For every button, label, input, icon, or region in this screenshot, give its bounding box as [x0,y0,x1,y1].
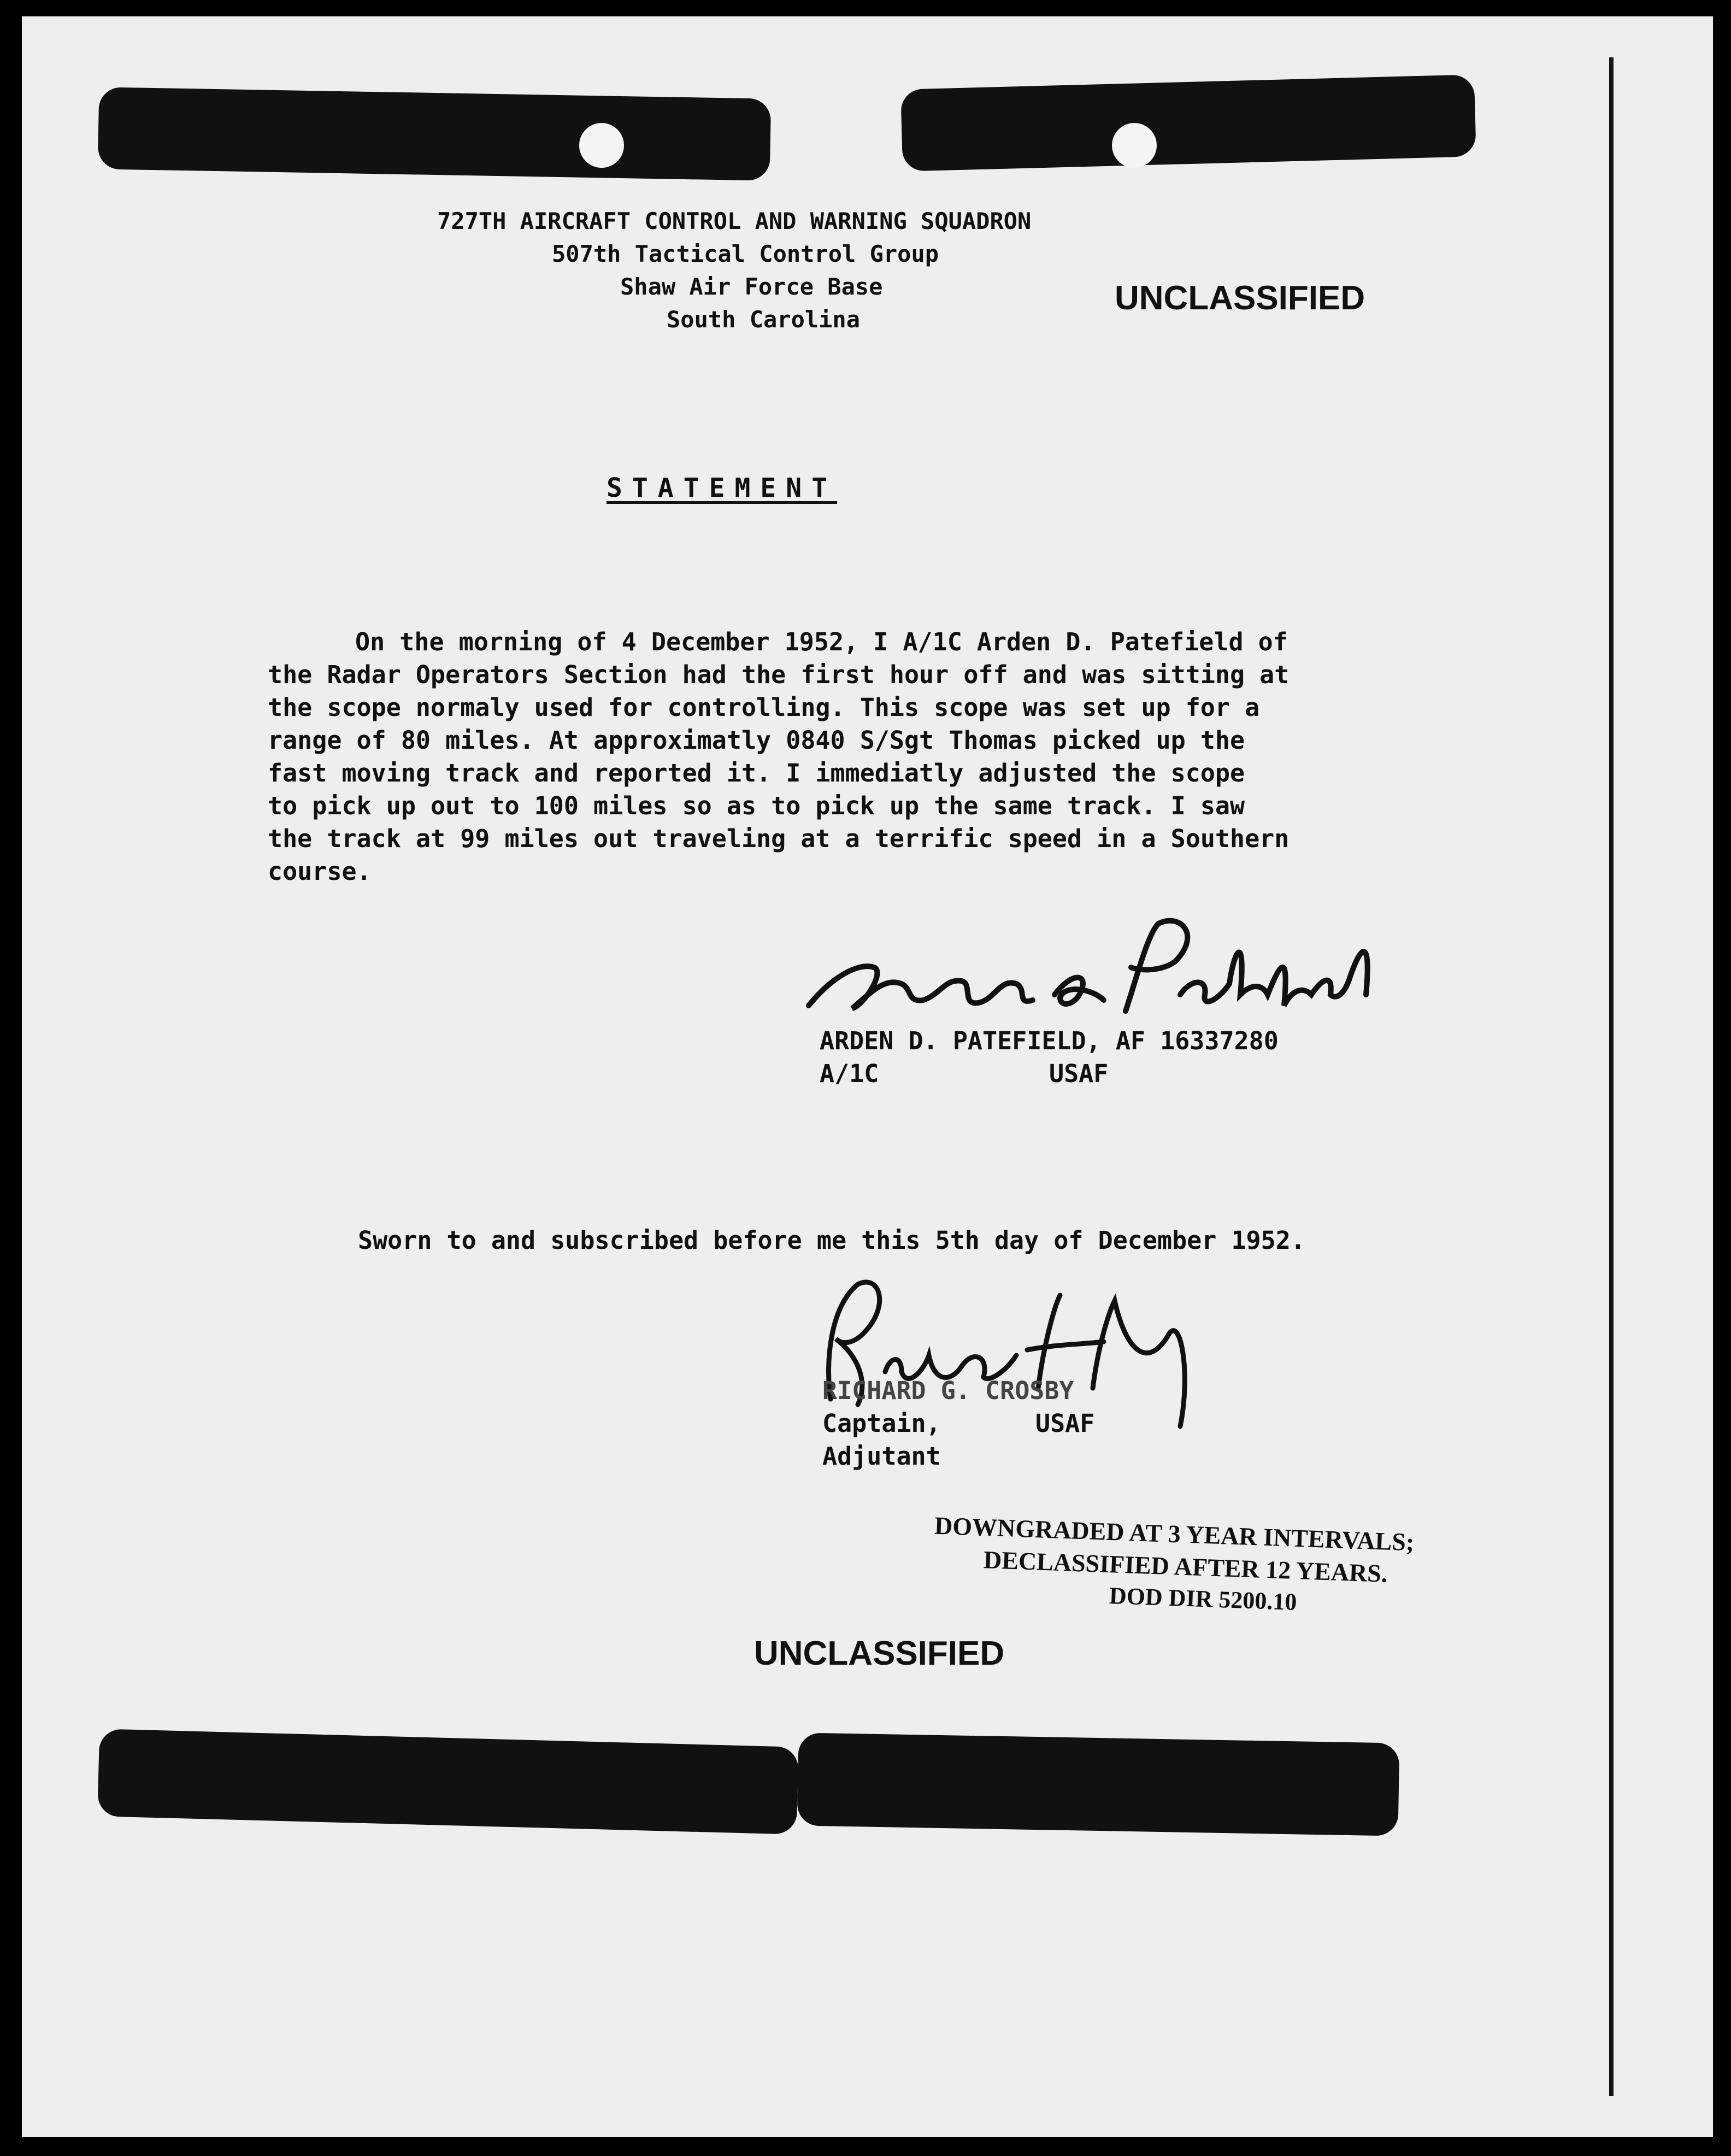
signer-service: USAF [1049,1059,1109,1088]
classification-stamp-top: UNCLASSIFIED [1115,279,1365,317]
header-group: 507th Tactical Control Group [552,240,939,267]
classification-stamp-bottom: UNCLASSIFIED [754,1635,1005,1672]
punch-hole-right [1112,123,1157,168]
punch-hole-left [579,123,624,168]
statement-line: to pick up out to 100 miles so as to pick up the same track. I saw [268,791,1245,820]
witness-position: Adjutant [822,1442,941,1471]
signer-rank: A/1C [820,1059,879,1088]
statement-line: range of 80 miles. At approximatly 0840 S/Sgt Thomas picked up the [268,726,1245,755]
page-edge-rule [1609,57,1614,2096]
redaction-top-right [900,74,1476,171]
redaction-bottom-left [97,1729,799,1834]
statement-line: the track at 99 miles out traveling at a terrific speed in a Southern [268,824,1290,853]
header-state: South Carolina [667,306,861,333]
signer-name: ARDEN D. PATEFIELD, AF 16337280 [820,1026,1279,1055]
header-unit: 727TH AIRCRAFT CONTROL AND WARNING SQUADRON [437,208,1032,234]
witness-service: USAF [1035,1409,1095,1438]
downgrade-stamp-line1: DOWNGRADED AT 3 YEAR INTERVALS; [934,1511,1415,1556]
statement-line: course. [268,857,372,886]
statement-title: STATEMENT [607,473,838,503]
statement-line: fast moving track and reported it. I immediatly adjusted the scope [268,759,1245,788]
oath-line: Sworn to and subscribed before me this 5th day of December 1952. [358,1226,1305,1255]
header-base: Shaw Air Force Base [620,273,883,300]
signature-patefield [798,913,1399,1033]
redaction-bottom-right [797,1732,1400,1836]
statement-line: the Radar Operators Section had the first hour off and was sitting at [268,660,1290,689]
statement-line: the scope normaly used for controlling. This scope was set up for a [268,693,1260,722]
witness-name: RICHARD G. CROSBY [822,1376,1074,1405]
downgrade-stamp-line2: DECLASSIFIED AFTER 12 YEARS. [983,1546,1388,1588]
downgrade-stamp-line3: DOD DIR 5200.10 [1109,1582,1298,1615]
redaction-top-left [98,87,771,180]
witness-title: Captain, [822,1409,941,1438]
statement-line: On the morning of 4 December 1952, I A/1C Arden D. Patefield of [355,627,1288,656]
document-page [22,16,1713,2137]
